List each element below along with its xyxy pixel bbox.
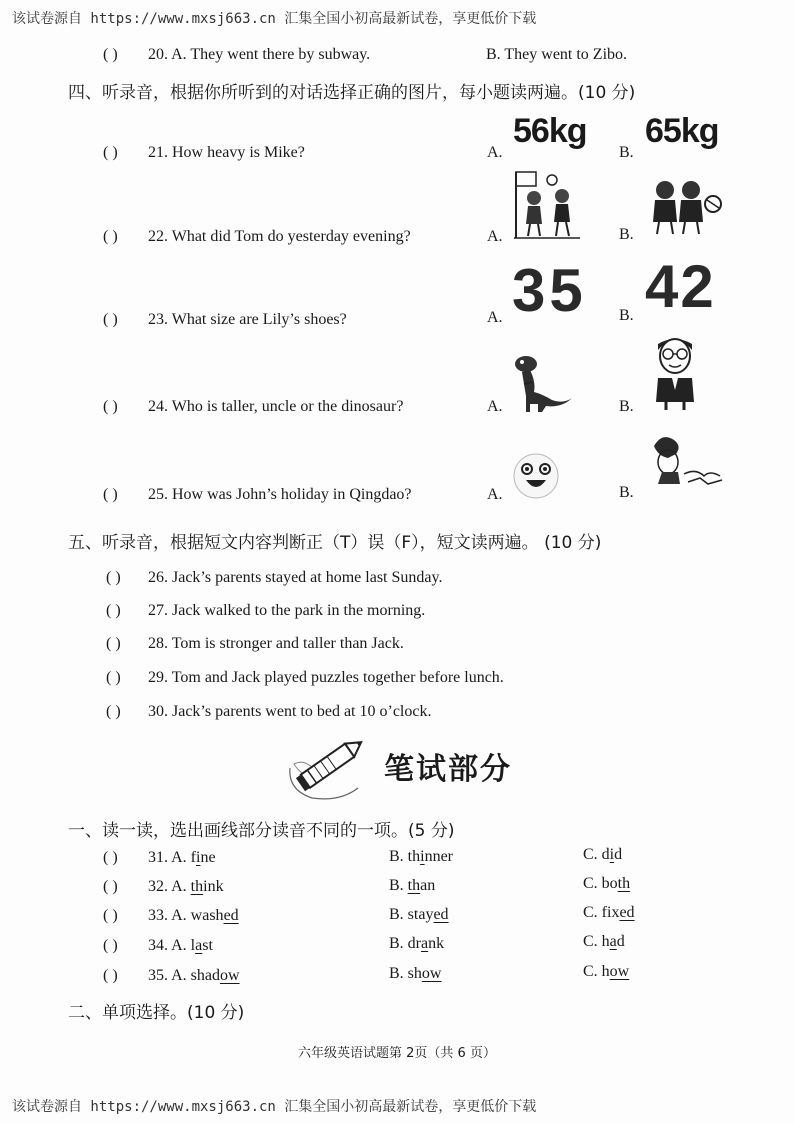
q22-option-b-label: B. [619,226,634,243]
q31-option-b: B. thinner [389,848,454,865]
q20-answer-blank[interactable]: ( ) [103,46,118,63]
q31-option-c: C. did [583,846,623,863]
q35-option-c: C. how [583,963,630,980]
source-banner-top: 该试卷源自 https://www.mxsj663.cn 汇集全国小初高最新试卷，享更低价下载 [12,11,537,27]
q20-option-b: B. They went to Zibo. [486,46,628,63]
q25-option-b-label: B. [619,484,634,501]
q22-answer-blank[interactable]: ( ) [103,228,118,245]
q26-text: 26. Jack’s parents stayed at home last Sunday. [148,569,443,586]
section5-heading: 五、听录音，根据短文内容判断正（T）误（F），短文读两遍。 (10 分) [68,533,602,553]
q21-option-b-65kg: 65kg [645,112,719,150]
q34-option-b: B. drank [389,935,445,952]
q24-answer-blank[interactable]: ( ) [103,398,118,415]
q33-answer-blank[interactable]: ( ) [103,907,118,924]
q23-option-b-size-42: 42 [645,253,716,320]
q21-text: 21. How heavy is Mike? [148,144,305,161]
q33-option-c: C. fixed [583,904,635,921]
q27-answer-blank[interactable]: ( ) [106,602,121,619]
q33-option-b: B. stayed [389,906,449,923]
page-footer: 六年级英语试题第 2页（共 6 页） [298,1046,496,1061]
q26-answer-blank[interactable]: ( ) [106,569,121,586]
q33-option-a: 33. A. washed [148,907,239,924]
q34-answer-blank[interactable]: ( ) [103,937,118,954]
q32-option-b: B. than [389,877,436,894]
man-with-glasses-icon [652,334,698,412]
q24-option-a-label: A. [487,398,503,415]
kids-basketball-icon [512,168,582,240]
q34-option-c: C. had [583,933,625,950]
dinosaur-icon [512,352,574,414]
q25-text: 25. How was John’s holiday in Qingdao? [148,486,412,503]
q21-option-a-56kg: 56kg [513,112,587,150]
q35-option-b: B. show [389,965,442,982]
q24-text: 24. Who is taller, uncle or the dinosaur? [148,398,404,415]
q21-answer-blank[interactable]: ( ) [103,144,118,161]
q25-answer-blank[interactable]: ( ) [103,486,118,503]
q32-option-c: C. both [583,875,631,892]
q32-answer-blank[interactable]: ( ) [103,878,118,895]
section4-heading: 四、听录音，根据你所听到的对话选择正确的图片，每小题读两遍。(10 分) [68,83,636,103]
q28-text: 28. Tom is stronger and taller than Jack. [148,635,404,652]
q30-answer-blank[interactable]: ( ) [106,703,121,720]
source-banner-bottom: 该试卷源自 https://www.mxsj663.cn 汇集全国小初高最新试卷，享更低价下载 [12,1099,537,1115]
part1-heading: 一、读一读，选出画线部分读音不同的一项。(5 分) [68,821,455,841]
q23-answer-blank[interactable]: ( ) [103,311,118,328]
q30-text: 30. Jack’s parents went to bed at 10 o’clock. [148,703,432,720]
q25-option-a-label: A. [487,486,503,503]
kids-playing-icon [645,176,723,238]
q21-option-b-label: B. [619,144,634,161]
q34-option-a: 34. A. last [148,937,213,954]
q29-text: 29. Tom and Jack played puzzles together before lunch. [148,669,504,686]
pencil-icon [286,728,372,800]
q20-option-a: 20. A. They went there by subway. [148,46,371,63]
q22-option-a-label: A. [487,228,503,245]
happy-face-icon [512,452,560,500]
q21-option-a-label: A. [487,144,503,161]
q23-option-a-size-35: 35 [512,257,587,324]
q22-text: 22. What did Tom do yesterday evening? [148,228,411,245]
q27-text: 27. Jack walked to the park in the morning. [148,602,426,619]
q35-option-a: 35. A. shadow [148,967,240,984]
q24-option-b-label: B. [619,398,634,415]
q31-option-a: 31. A. fine [148,849,216,866]
written-part-title: 笔试部分 [384,752,512,787]
q31-answer-blank[interactable]: ( ) [103,849,118,866]
q29-answer-blank[interactable]: ( ) [106,669,121,686]
sad-person-icon [648,432,728,488]
q28-answer-blank[interactable]: ( ) [106,635,121,652]
part2-heading: 二、单项选择。(10 分) [68,1003,245,1023]
q23-option-b-label: B. [619,307,634,324]
q35-answer-blank[interactable]: ( ) [103,967,118,984]
q32-option-a: 32. A. think [148,878,224,895]
q23-option-a-label: A. [487,309,503,326]
q23-text: 23. What size are Lily’s shoes? [148,311,347,328]
